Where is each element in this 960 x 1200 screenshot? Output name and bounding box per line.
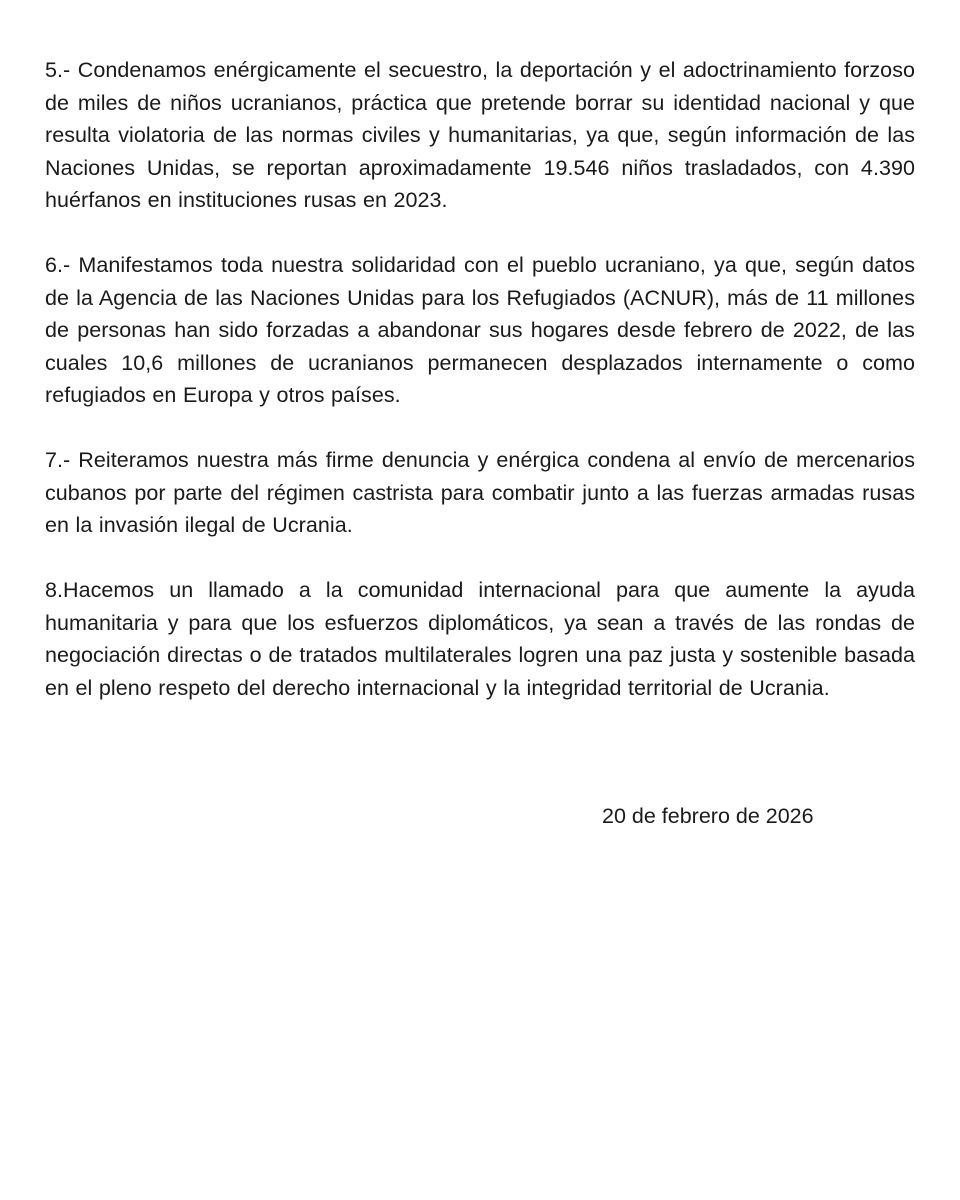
paragraph-6: 6.- Manifestamos toda nuestra solidaridad con el pueblo ucraniano, ya que, según datos de la Agencia de las Naciones Unidas para los Refugiados (ACNUR), más de 11 millones de personas han sido forzadas a abandonar sus hogares desde febrero de 2022, de las cuales 10,6 millones de ucranianos permanecen desplazados internamente o como refugiados en Europa y otros países. <box>45 253 915 408</box>
paragraph-8: 8.Hacemos un llamado a la comunidad internacional para que aumente la ayuda humanitaria y para que los esfuerzos diplomáticos, ya sean a través de las rondas de negociación directas o de tratados multilaterales logren una paz justa y sostenible basada en el pleno respeto del derecho internacional y la integridad territorial de Ucrania. <box>45 578 915 700</box>
document-date: 20 de febrero de 2026 <box>602 804 814 828</box>
paragraph-7: 7.- Reiteramos nuestra más firme denuncia y enérgica condena al envío de mercenarios cubanos por parte del régimen castrista para combatir junto a las fuerzas armadas rusas en la invasión ilegal de Ucrania. <box>45 448 915 538</box>
paragraph-5: 5.- Condenamos enérgicamente el secuestro, la deportación y el adoctrinamiento forzoso de miles de niños ucranianos, práctica que pretende borrar su identidad nacional y que resulta violatoria de las normas civiles y humanitarias, ya que, según información de las Naciones Unidas, se reportan aproximadamente 19.546 niños trasladados, con 4.390 huérfanos en instituciones rusas en 2023. <box>45 58 915 213</box>
